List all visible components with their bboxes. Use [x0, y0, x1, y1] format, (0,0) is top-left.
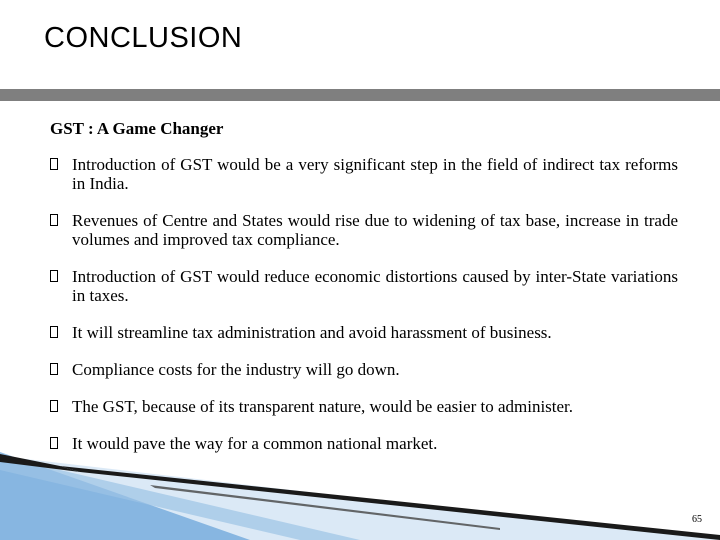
- list-item: [50, 155, 678, 193]
- decorative-swoosh: [0, 430, 720, 540]
- slide-title: CONCLUSION: [44, 22, 243, 54]
- checkbox-bullet-icon: [50, 267, 72, 282]
- checkbox-bullet-icon: [50, 323, 72, 338]
- bullet-text: Compliance costs for the industry will go down.: [72, 360, 400, 379]
- list-item: [50, 211, 678, 249]
- bullet-text: It would pave the way for a common national market.: [72, 434, 438, 453]
- title-underline-bar: [0, 89, 720, 101]
- list-item: [50, 397, 678, 416]
- bullet-text: Introduction of GST would be a very significant step in the field of indirect tax reforms in India.: [72, 155, 678, 193]
- checkbox-bullet-icon: [50, 397, 72, 412]
- page-number: 65: [692, 514, 702, 525]
- checkbox-bullet-icon: [50, 155, 72, 170]
- bullet-text: Introduction of GST would reduce economic distortions caused by inter-State variations in taxes.: [72, 267, 678, 305]
- bullet-text: Revenues of Centre and States would rise due to widening of tax base, increase in trade volumes and improved tax compliance.: [72, 211, 678, 249]
- slide-subtitle: GST : A Game Changer: [50, 119, 224, 138]
- list-item: [50, 323, 678, 342]
- bullet-list: [50, 155, 678, 471]
- list-item: [50, 360, 678, 379]
- list-item: [50, 267, 678, 305]
- checkbox-bullet-icon: [50, 360, 72, 375]
- bullet-text: It will streamline tax administration and avoid harassment of business.: [72, 323, 552, 342]
- checkbox-bullet-icon: [50, 211, 72, 226]
- bullet-text: The GST, because of its transparent nature, would be easier to administer.: [72, 397, 574, 416]
